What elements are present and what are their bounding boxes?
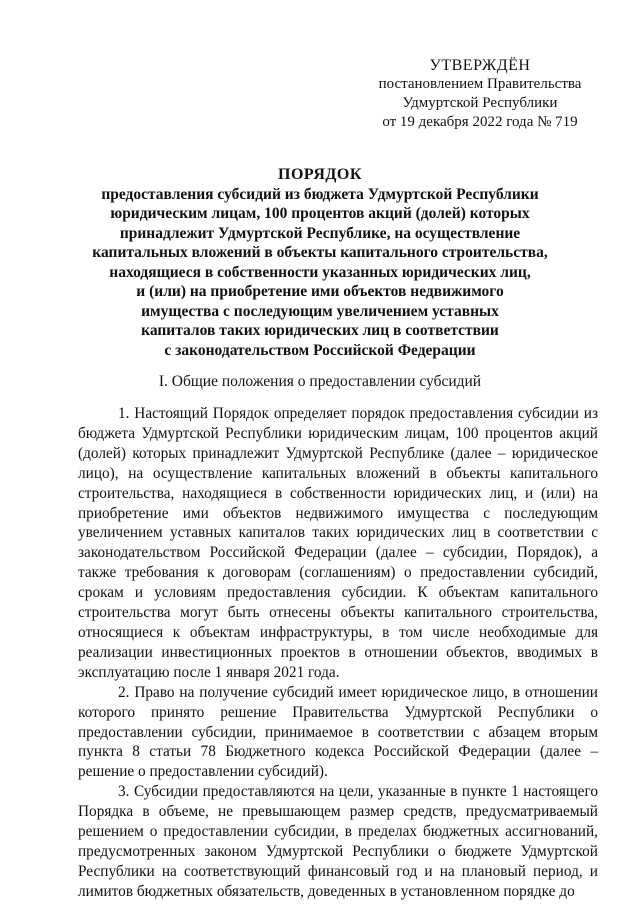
document-title-line: капиталов таких юридических лиц в соответствии [141, 322, 499, 339]
document-title-line: и (или) на приобретение ими объектов недвижимого [136, 283, 504, 300]
approval-line: от 19 декабря 2022 года № 719 [382, 114, 578, 130]
document-title-main: ПОРЯДОК [278, 166, 362, 183]
paragraph: 1. Настоящий Порядок определяет порядок предоставления субсидии из бюджета Удмуртской Республики юридическим лицам, 100 процентов акций (долей) которых принадлежит Удмуртской Республике (далее – юридическое лицо), на осуществление капитальных вложений в объекты капитального строительства, находящиеся в собственности юридических лиц, и (или) на приобретение ими объектов недвижимого имущества с последующим увеличением уставных капиталов таких юридических лиц в соответствии с законодательством Российской Федерации (далее – субсидии, Порядок), а также требования к договорам (соглашениям) о предоставлении субсидий, срокам и условиям предоставления субсидии. К объектам капитального строительства могут быть отнесены объекты капитального строительства, относящиеся к объектам инфраструктуры, в том числе необходимые для реализации инвестиционных проектов в отношении объектов, вводимых в эксплуатацию после 1 января 2021 года. [78, 405, 598, 681]
document-title-line: принадлежит Удмуртской Республике, на осуществление [119, 224, 521, 242]
paragraph: 2. Право на получение субсидий имеет юридическое лицо, в отношении которого принято решение Правительства Удмуртской Республики о предоставлении субсидии, принимаемое в соответствии с абзацем вторым пункта 8 статьи 78 Бюджетного кодекса Российской Федерации (далее – решение о предоставлении субсидий). [78, 683, 598, 781]
approval-stamp [360, 56, 600, 132]
document-title-line: находящиеся в собственности указанных юридических лиц, [109, 263, 531, 281]
approval-line: Удмуртской Республики [402, 95, 558, 111]
document-title-line: предоставления субсидий из бюджета Удмуртской Республики [101, 185, 539, 203]
document-title-line: юридическим лицам, 100 процентов акций (долей) которых [110, 205, 530, 222]
document-title-line: имущества с последующим увеличением уставных [141, 302, 499, 320]
document-title [60, 165, 580, 360]
section-heading: I. Общие положения о предоставлении субсидий [158, 373, 482, 390]
approval-line: постановлением Правительства [378, 76, 582, 92]
document-body [78, 404, 598, 902]
document-title-line: капитальных вложений в объекты капитального строительства, [92, 244, 548, 261]
approval-title: УТВЕРЖДЁН [429, 57, 531, 74]
paragraph: 3. Субсидии предоставляются на цели, указанные в пункте 1 настоящего Порядка в объеме, не превышающем размер средств, предусматриваемый решением о предоставлении субсидии, в пределах бюджетных ассигнований, предусмотренных законом Удмуртской Республики о бюджете Удмуртской Республики на соответствующий финансовый год и на плановый период, и лимитов бюджетных обязательств, доведенных в установленном порядке до [78, 783, 598, 900]
document-title-line: с законодательством Российской Федерации [164, 341, 476, 359]
